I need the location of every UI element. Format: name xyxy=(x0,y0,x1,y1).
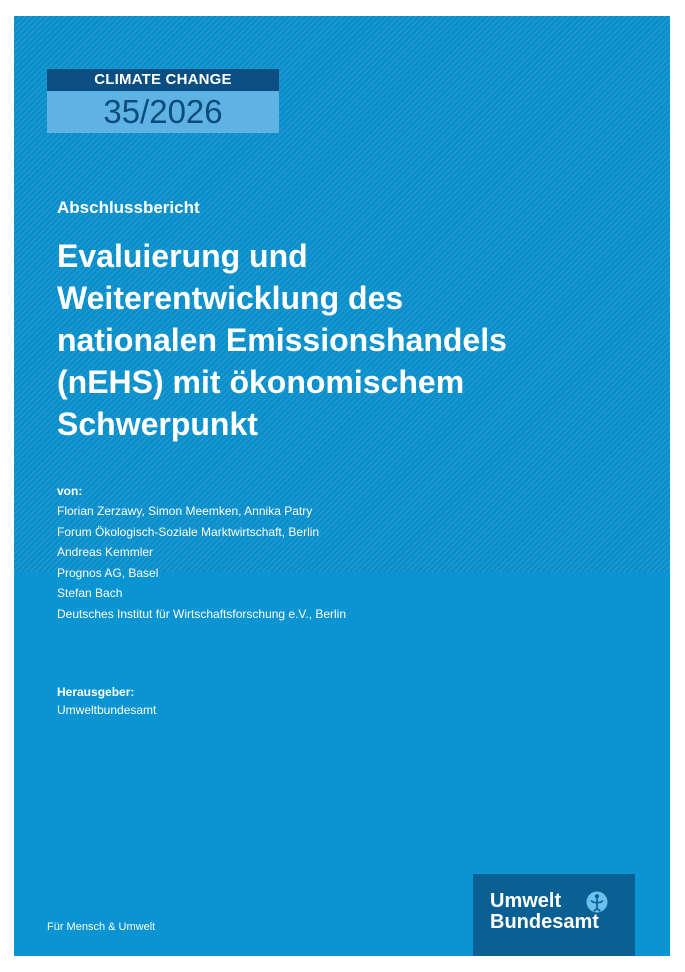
author-line: Deutsches Institut für Wirtschaftsforschung e.V., Berlin xyxy=(57,606,347,621)
uba-figure-icon xyxy=(586,891,608,913)
author-line: Florian Zerzawy, Simon Meemken, Annika Patry xyxy=(57,504,313,518)
logo-line-1: Umwelt xyxy=(490,890,562,912)
authors-header: von: xyxy=(57,484,83,498)
authors-block xyxy=(57,481,346,625)
series-number: 35/2026 xyxy=(47,91,279,133)
report-cover xyxy=(14,16,670,956)
publisher-name: Umweltbundesamt xyxy=(57,703,157,717)
uba-logo xyxy=(473,874,635,956)
publisher-block xyxy=(57,683,156,719)
author-line: Andreas Kemmler xyxy=(57,545,154,560)
tagline: Für Mensch & Umwelt xyxy=(47,921,156,933)
author-line: Stefan Bach xyxy=(57,586,123,601)
author-line: Prognos AG, Basel xyxy=(57,565,159,580)
publisher-header: Herausgeber: xyxy=(57,685,135,699)
logo-text xyxy=(490,891,599,933)
series-badge xyxy=(47,69,279,133)
author-line: Forum Ökologisch-Soziale Marktwirtschaft, Berlin xyxy=(57,524,320,539)
logo-line-2: Bundesamt xyxy=(490,911,599,933)
title-line: Evaluierung und xyxy=(57,238,308,274)
title-line: nationalen Emissionshandels xyxy=(57,322,507,358)
document-type: Abschlussbericht xyxy=(57,198,200,217)
report-title xyxy=(57,235,657,445)
title-line: (nEHS) mit ökonomischem xyxy=(57,364,465,400)
title-line: Schwerpunkt xyxy=(57,406,258,442)
series-label: CLIMATE CHANGE xyxy=(47,69,279,91)
title-line: Weiterentwicklung des xyxy=(57,280,404,316)
